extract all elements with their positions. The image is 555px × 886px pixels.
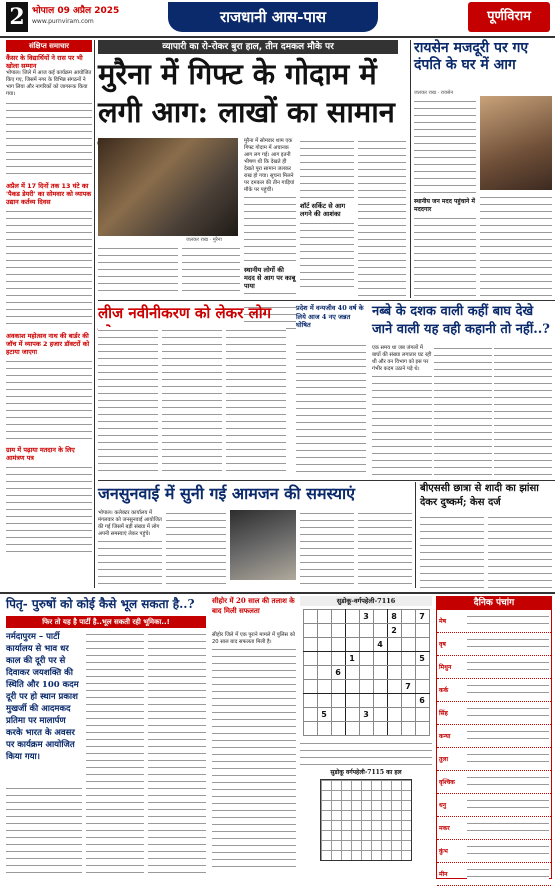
horoscope-item [437, 863, 551, 886]
zodiac-sign-label: धनु [439, 802, 447, 809]
page-number: 2 [6, 2, 28, 32]
section-divider [98, 480, 555, 481]
sudoku-cell[interactable] [387, 708, 401, 722]
horoscope-title: दैनिक पंचांग [437, 597, 551, 610]
sudoku-cell[interactable] [359, 624, 373, 638]
sudoku-cell[interactable] [359, 680, 373, 694]
sudoku-cell[interactable]: 5 [317, 708, 331, 722]
sudoku-cell[interactable]: 2 [387, 624, 401, 638]
zodiac-text-lines [467, 705, 549, 721]
sudoku-cell[interactable] [303, 638, 317, 652]
sudoku-cell[interactable] [303, 652, 317, 666]
masthead-divider [0, 36, 555, 38]
sudoku-cell[interactable]: 8 [387, 610, 401, 624]
zodiac-text-lines [467, 843, 549, 859]
brief-column [6, 54, 92, 588]
sudoku-cell[interactable]: 4 [373, 638, 387, 652]
bottom-section-divider [0, 592, 555, 594]
fire-photo [98, 138, 238, 236]
sudoku-cell[interactable] [317, 610, 331, 624]
section-title: राजधानी आस-पास [168, 2, 378, 32]
sudoku-cell[interactable] [415, 722, 429, 736]
hearing-text-3 [300, 510, 354, 588]
sudoku-cell[interactable] [373, 694, 387, 708]
top-story-subhead-2: स्थानीय लोगों की मदद से आग पर काबू पाया [244, 266, 296, 290]
zodiac-text-lines [467, 636, 549, 652]
horoscope-item [437, 794, 551, 817]
sudoku-cell[interactable] [345, 610, 359, 624]
sudoku-cell[interactable] [345, 708, 359, 722]
sudoku-cell[interactable] [401, 610, 415, 624]
decades-text-2 [434, 345, 492, 477]
hearing-col-1 [98, 510, 162, 588]
sudoku-row [303, 652, 429, 666]
sudoku-cell[interactable]: 3 [359, 708, 373, 722]
student-story-text-1 [420, 514, 484, 588]
ancestors-headline: पितृ- पुरुषों को कोई कैसे भूल सकता है..? [6, 597, 195, 611]
license-headline: लीज नवीनीकरण को लेकर लोग [98, 304, 272, 322]
sudoku-cell[interactable] [359, 722, 373, 736]
top-story-subhead-1: शॉर्ट सर्किट से आग लगने की आशंका [300, 202, 346, 218]
decades-col-1 [372, 345, 432, 477]
zodiac-sign-label: वृश्चिक [439, 779, 455, 786]
sudoku-cell[interactable] [387, 652, 401, 666]
sudoku-panel [300, 596, 432, 879]
sudoku-cell[interactable] [373, 708, 387, 722]
top-story-text-5 [300, 138, 354, 200]
zodiac-sign-label: सिंह [439, 710, 448, 717]
brief-body-1: भोपाल। जिले में आज कई कार्यक्रम आयोजित किए गए, जिसमें नगर के विभिन्न संगठनों ने भाग लिया और नागरिकों को जागरूक किया गया। [6, 70, 92, 97]
sudoku-cell[interactable] [401, 624, 415, 638]
horoscope-item [437, 817, 551, 840]
brief-headline-4: ग्राम में पढ़ाया मतदान के लिए आमंत्रण पत्र [6, 446, 75, 462]
sudoku-cell[interactable] [415, 708, 429, 722]
horoscope-panel [436, 596, 552, 879]
sudoku-row [303, 638, 429, 652]
student-story-text-2 [488, 514, 552, 588]
top-story-kicker: व्यापारी का रो-रोकर बुरा हाल, तीन दमकल मौके पर [98, 40, 398, 54]
top-story-text-6 [300, 220, 354, 292]
top-story-text-1 [98, 245, 178, 297]
decades-text-3 [494, 345, 552, 477]
brief-text-lines-2 [6, 208, 92, 328]
issue-date: भोपाल 09 अप्रैल 2025 [32, 6, 120, 16]
sudoku-cell[interactable]: 6 [331, 666, 345, 680]
sudoku-cell[interactable] [303, 610, 317, 624]
license-text-2 [162, 327, 222, 477]
sudoku-row [303, 610, 429, 624]
horoscope-item [437, 656, 551, 679]
sudoku-cell[interactable] [415, 624, 429, 638]
brief-headline-3: अवकाश महोत्सव नाथ की बार्डर की जॉच में व्यापक 2 हजार डॉक्टरों को हटाया जाएगा [6, 332, 90, 356]
top-story-body: मुरैना में सोमवार शाम एक गिफ्ट गोदाम में अचानक आग लग गई। आग इतनी भीषण थी कि देखते ही देखते पूरा सामान जलकर राख हो गया। सूचना मिलने पर दमकल की तीन गाड़ियां मौके पर पहुंचीं। [244, 138, 295, 193]
sudoku-cell[interactable] [373, 652, 387, 666]
zodiac-sign-label: तुला [439, 756, 449, 763]
ancestors-text-1 [6, 785, 82, 879]
sudoku-cell[interactable] [401, 694, 415, 708]
sudoku-row [303, 694, 429, 708]
top-story-text-7 [358, 138, 406, 298]
dateline [32, 3, 152, 31]
sudoku-cell[interactable] [331, 694, 345, 708]
ancestors-text-2 [86, 631, 144, 879]
sudoku-cell[interactable]: 7 [415, 610, 429, 624]
sudoku-row [303, 680, 429, 694]
sudoku-cell[interactable] [303, 624, 317, 638]
sudoku-cell[interactable] [373, 680, 387, 694]
column-divider [410, 40, 411, 298]
sudoku-cell[interactable] [401, 638, 415, 652]
brief-text-lines-1 [6, 100, 92, 178]
sudoku-cell[interactable]: 7 [401, 680, 415, 694]
horoscope-item [437, 633, 551, 656]
sudoku-cell[interactable] [415, 638, 429, 652]
right-story-text-3 [480, 194, 552, 297]
sudoku-cell[interactable] [359, 638, 373, 652]
student-story-headline: बीएससी छात्रा से शादी का झांसा देकर दुष्कर्म; केस दर्ज [420, 483, 539, 508]
column-divider [94, 40, 95, 588]
sudoku-cell[interactable] [387, 666, 401, 680]
sudoku-cell[interactable] [317, 694, 331, 708]
sudoku-cell[interactable] [303, 666, 317, 680]
sudoku-cell[interactable] [317, 638, 331, 652]
zodiac-sign-label: मिथुन [439, 664, 452, 671]
zodiac-sign-label: कन्या [439, 733, 451, 740]
right-story-text-1 [414, 98, 476, 194]
hearing-headline: जनसुनवाई में सुनी गई आमजन की समस्याएं [98, 484, 356, 503]
sudoku-cell[interactable] [345, 694, 359, 708]
zodiac-sign-label: वृष [439, 641, 446, 648]
sudoku-row [303, 666, 429, 680]
sudoku-cell[interactable] [345, 638, 359, 652]
sudoku-cell[interactable]: 1 [345, 652, 359, 666]
decades-text-1 [372, 373, 432, 477]
sudoku-row [303, 722, 429, 736]
zodiac-text-lines [467, 774, 549, 790]
sudoku-cell[interactable]: 5 [415, 652, 429, 666]
ancestors-subhead: फिर तो यह है पार्टी है..भूल सकती रही भूमिका..! [6, 616, 206, 628]
zodiac-text-lines [467, 751, 549, 767]
right-story-caption: जलकर राख · रायसेन [414, 90, 454, 96]
sudoku-cell[interactable] [415, 666, 429, 680]
brief-text-lines-4 [6, 464, 92, 554]
sudoku-cell[interactable] [387, 638, 401, 652]
sudoku-cell[interactable] [415, 680, 429, 694]
horoscope-item [437, 748, 551, 771]
sudoku-cell[interactable] [401, 708, 415, 722]
sehore-body: सीहोर जिले में एक पुराने मामले में पुलिस को 20 साल बाद सफलता मिली है। [212, 632, 296, 645]
hearing-photo [230, 510, 296, 580]
zodiac-sign-label: मेष [439, 618, 447, 625]
horoscope-list [437, 610, 551, 886]
license-text-3 [226, 327, 286, 477]
brief-headline-1: कैंसर के विद्यार्थियों ने रास पर भी खोला सम्मान [6, 54, 83, 70]
top-story-headline: मुरैना में गिफ्ट के गोदाम में लगी आग: लाखों का सामान [98, 57, 395, 129]
sudoku-cell[interactable] [331, 610, 345, 624]
wildlife-text [296, 342, 366, 477]
sudoku-cell[interactable] [331, 722, 345, 736]
sudoku-cell[interactable] [303, 694, 317, 708]
sudoku-cell[interactable] [331, 624, 345, 638]
sudoku-cell[interactable] [387, 694, 401, 708]
sudoku-cell[interactable] [303, 708, 317, 722]
sudoku-cell[interactable] [373, 722, 387, 736]
sudoku-answer-title: सुडोकू वर्गपहेली-7115 का हल [330, 769, 402, 776]
sudoku-cell[interactable] [373, 666, 387, 680]
sehore-column [212, 632, 296, 879]
hearing-text-2 [166, 510, 226, 588]
horoscope-item [437, 679, 551, 702]
sudoku-cell[interactable] [359, 666, 373, 680]
hearing-body: भोपाल। कलेक्टर कार्यालय में मंगलवार को जनसुनवाई आयोजित की गई जिसमें बड़ी संख्या में लोग अपनी समस्याएं लेकर पहुंचे। [98, 510, 162, 537]
sudoku-title: सुडोकू-वर्गपहेली-7116 [300, 596, 432, 606]
sudoku-cell[interactable] [359, 652, 373, 666]
horoscope-item [437, 840, 551, 863]
decades-body: एक समय था जब जंगलों में बाघों की संख्या लगातार घट रही थी और वन विभाग को इस पर गंभीर कदम उठाने पड़े थे। [372, 345, 432, 372]
sudoku-cell[interactable] [345, 680, 359, 694]
sudoku-cell[interactable] [345, 624, 359, 638]
zodiac-sign-label: मकर [439, 825, 450, 832]
hearing-text-1 [98, 538, 162, 588]
sudoku-cell[interactable] [331, 652, 345, 666]
zodiac-text-lines [467, 728, 549, 744]
horoscope-item [437, 702, 551, 725]
site-url[interactable]: www.purnviram.com [32, 18, 94, 25]
ancestors-intro: नर्मदापुरम – पार्टी कार्यालय से भाव धर काल की दूरी पर से दिवाकर जयशक्ति की स्थिति और 100 कदम दूरी पर हो स्थान प्रकाश मुखर्जी की आदमकद प्रतिमा पर मालार्पण करके भारत के अवसर पर कार्यक्रम आयोजित किया गया। [6, 632, 79, 762]
decades-headline: नब्बे के दशक वाली कहीं बाघ देखे जाने वाली यह वही कहानी तो नहीं..? [372, 304, 550, 337]
sudoku-cell[interactable] [331, 638, 345, 652]
sudoku-cell[interactable] [317, 722, 331, 736]
top-story-col-3 [244, 138, 296, 298]
sudoku-cell[interactable] [373, 624, 387, 638]
fire-photo-caption: जलकर राख · मुरैना [186, 237, 222, 243]
sudoku-cell[interactable] [345, 722, 359, 736]
zodiac-text-lines [467, 797, 549, 813]
sudoku-cell[interactable]: 6 [415, 694, 429, 708]
sudoku-cell[interactable] [331, 680, 345, 694]
sudoku-cell[interactable]: 3 [359, 610, 373, 624]
sudoku-row [303, 708, 429, 722]
sudoku-row [303, 624, 429, 638]
right-story-headline: रायसेन मजदूरी पर गए दंपति के घर में आग [414, 40, 529, 73]
top-story-text-3 [244, 194, 296, 266]
sudoku-cell[interactable] [317, 680, 331, 694]
sudoku-cell[interactable] [317, 624, 331, 638]
sudoku-cell[interactable] [387, 722, 401, 736]
right-story-subhead: स्थानीय जन मदद पहुंचाने में मददगार [414, 198, 475, 213]
top-story-col-4 [300, 138, 354, 298]
zodiac-sign-label: कुंभ [439, 848, 448, 855]
sehore-headline: सीहोर में 20 साल की तलाश के बाद मिली सफलता [212, 596, 295, 615]
zodiac-text-lines [467, 820, 549, 836]
sudoku-cell[interactable] [387, 680, 401, 694]
horoscope-item [437, 725, 551, 748]
sudoku-cell[interactable] [303, 722, 317, 736]
license-text-1 [98, 327, 158, 477]
sehore-text [212, 646, 296, 871]
sudoku-cell[interactable] [359, 694, 373, 708]
sudoku-cell[interactable] [331, 708, 345, 722]
sudoku-cell[interactable] [401, 666, 415, 680]
wildlife-headline: प्रदेश में वन्यजीव 40 वर्ष के लिये आज 4 नए जन्नत घोषित [296, 304, 364, 329]
ancestors-text-3 [148, 631, 206, 879]
sudoku-answer-grid [320, 779, 412, 861]
right-story-text-2 [414, 215, 476, 297]
zodiac-text-lines [467, 613, 549, 629]
brand-logo: पूर्णविराम [468, 2, 550, 32]
brief-text-lines-3 [6, 358, 92, 442]
sudoku-cell[interactable] [317, 652, 331, 666]
brief-headline-2: अप्रैल में 17 दिनों तक 13 घंटे का 'पैकड डेयरी' का सोमवार को व्यापक उद्यान कर्तव्य दिवस [6, 182, 92, 206]
top-story-text-2 [182, 245, 240, 297]
zodiac-sign-label: मीन [439, 871, 448, 878]
sudoku-cell[interactable] [345, 666, 359, 680]
couple-photo [480, 96, 552, 190]
brief-tag: संक्षिप्त समाचार [6, 40, 92, 52]
sudoku-cell[interactable] [373, 610, 387, 624]
sudoku-cell[interactable] [317, 666, 331, 680]
horoscope-item [437, 610, 551, 633]
column-divider [415, 482, 416, 588]
section-divider [98, 300, 555, 301]
sudoku-rules [300, 740, 432, 768]
zodiac-text-lines [467, 682, 549, 698]
zodiac-text-lines [467, 659, 549, 675]
zodiac-text-lines [467, 866, 549, 882]
sudoku-grid[interactable] [303, 609, 430, 736]
horoscope-item [437, 771, 551, 794]
hearing-text-4 [358, 510, 412, 588]
zodiac-sign-label: कर्क [439, 687, 449, 694]
sudoku-cell[interactable] [401, 722, 415, 736]
sudoku-cell[interactable] [401, 652, 415, 666]
sudoku-cell[interactable] [303, 680, 317, 694]
